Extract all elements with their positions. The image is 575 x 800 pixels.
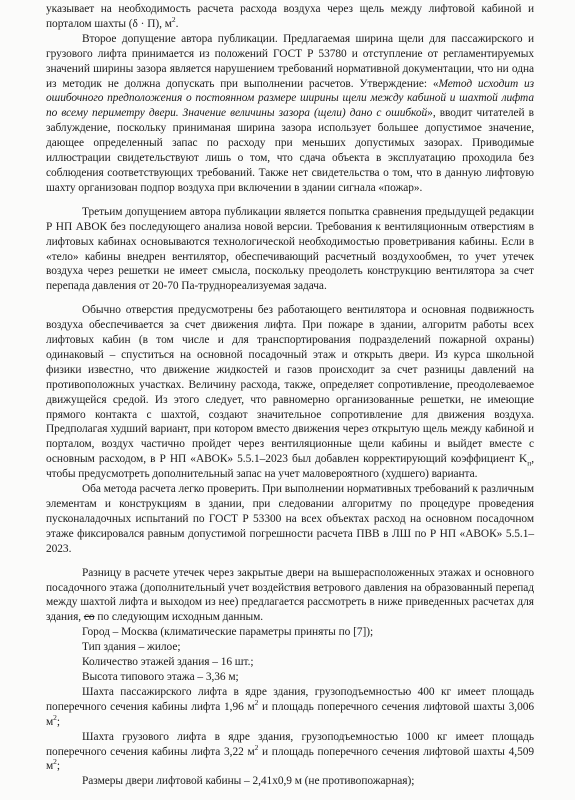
text-run: Количество этажей здания – 16 шт.; <box>82 656 254 669</box>
input-data-item <box>46 670 534 685</box>
superscript-text: 2 <box>53 757 57 767</box>
paragraph-gap <box>46 294 534 303</box>
paragraph <box>46 2 534 32</box>
text-run: и площадь поперечного сечения лифтовой шахты 3,006 м <box>46 700 535 728</box>
input-data-item <box>46 685 534 730</box>
italic-quote: Метод исходит из ошибочного предположения о постоянном размере ширины щели между кабиной и шахтой лифта по всему периметру двери. Значение величины зазора (щели) дано с ошибкой <box>46 77 534 120</box>
text-run: Второе допущение автора публикации. Предлагаемая ширина щели для пассажирского и грузового лифта принимается из положений ГОСТ Р 53780 и отступление от регламентируемых значений ширины зазора является нарушением требований нормативной документации, что ни одна из методик не должна допускать при выполнении расчетов. Утверждение: « <box>46 32 534 90</box>
input-data-item <box>46 655 534 670</box>
input-data-item <box>46 640 534 655</box>
text-run: Оба метода расчета легко проверить. При выполнении нормативных требований к различным элементам и конструкциям в здании, при следовании алгоритму по процедуре проведения пусконаладочных испытаний по ГОСТ Р 53300 на всех объектах расход на основном посадочном этаже фиксировался равным допустимой погрешности расчета ПВВ в ЛШ по Р НП «АВОК» 5.5.1–2023. <box>46 483 534 555</box>
text-run: , чтобы предусмотреть дополнительный запас на учет маловероятного (худшего) варианта. <box>46 453 534 481</box>
text-run: указывает на необходимость расчета расхода воздуха через щель между лифтовой кабиной и порталом шахты (δ · Π), м <box>46 3 534 30</box>
paragraph <box>46 303 534 482</box>
input-data-item <box>46 730 534 775</box>
text-run: ; <box>56 715 60 728</box>
text-run: Шахта грузового лифта в ядре здания, грузоподъемностью 1000 кг имеет площадь поперечного сечения кабины лифта 3,22 м <box>46 730 534 758</box>
document-body <box>46 2 534 789</box>
text-run: Третьим допущением автора публикации является попытка сравнения предыдущей редакции Р НП АВОК без последующего анализа новой версии. Требования к вентиляционным отверстиям в лифтовых кабинах основываются технологической необходимостью проветривания кабины. Если в «тело» кабины внедрен вентилятор, обеспечивающий расчетный воздухообмен, то учет утечек воздуха через решетки не имеет смысла, поскольку преодолеть конструкцию вентилятора за счет перепада давления от 20-70 Па-трудноpеализуемая задача. <box>46 205 534 293</box>
text-run: Шахта пассажирского лифта в ядре здания, грузоподъемностью 400 кг имеет площадь поперечного сечения кабины лифта 1,96 м <box>46 685 534 713</box>
text-run: Размеры двери лифтовой кабины – 2,41х0,9 м (не противопожарная); <box>82 775 415 788</box>
text-run: Высота типового этажа – 3,36 м; <box>82 670 239 683</box>
subscript-text: п <box>527 458 532 468</box>
superscript-text: 2 <box>254 742 259 752</box>
paragraph <box>46 566 534 626</box>
text-run: Город – Москва (климатические параметры приняты по [7]); <box>82 626 374 639</box>
text-run: », вводит читателей в заблуждение, поскольку приниманая ширина зазора использует большее допустимое значение, дающее определенный запас по расходу при меньших допустимых зазорах. Приводимые иллюстрации свидетельствуют лишь о том, что сдача объекта в эксплуатацию проходила без соблюдения соответствующих требований. Также нет свидетельства о том, что в данную лифтовую шахту организован подпор воздуха при включении в здании сигнала «пожар». <box>46 107 534 194</box>
input-data-item <box>46 625 534 640</box>
superscript-text: 2 <box>53 712 57 722</box>
paragraph <box>46 32 534 196</box>
text-run: по следующим исходным данным. <box>94 611 264 624</box>
superscript-text: 2 <box>254 697 259 707</box>
input-data-item <box>46 774 534 789</box>
paragraph <box>46 205 534 294</box>
text-run: Тип здания – жилое; <box>82 641 181 654</box>
paragraph <box>46 482 534 557</box>
text-run: . <box>175 17 179 30</box>
superscript-text: 2 <box>171 15 176 25</box>
text-run: Разницу в расчете утечек через закрытые двери на вышерасположенных этажах и основного посадочного этажа (дополнительный учет воздействия ветрового давления на образованный перепад между шахтой лифта и выходом из нее) предлагается рассмотреть в ниже приведенных расчетах для здания, <box>46 566 534 624</box>
text-run: и площадь поперечного сечения лифтовой шахты 4,509 м <box>46 745 535 773</box>
struck-text: со <box>83 611 95 624</box>
text-run: ; <box>56 760 60 773</box>
paragraph-gap <box>46 196 534 205</box>
text-run: Обычно отверстия предусмотрены без работающего вентилятора и основная подвижность воздуха обеспечивается за счет движения лифта. При пожаре в здании, алгоритм работы всех лифтовых кабин (в том числе и для транспортирования подразделений пожарной охраны) одинаковый – спуститься на основной посадочный этаж и открыть двери. Из курса школьной физики известно, что движение жидкостей и газов происходит за счет разницы давлений на противоположных участках. Величину расхода, также, определяет сопротивление, преодолеваемое движущейся средой. Из этого следует, что равномерно организованные решетки, не имеющие прямого контакта с шахтой, создают значительное сопротивление для движения воздуха. Предполагая худший вариант, при котором вместо движения через открытую щель между кабиной и порталом, воздух частично пройдет через вентиляционные щели кабины и выйдет вместе с основным расходом, в Р НП «АВОК» 5.5.1–2023 был добавлен корректирующий коэффициент K <box>46 304 534 466</box>
paragraph-gap <box>46 557 534 566</box>
